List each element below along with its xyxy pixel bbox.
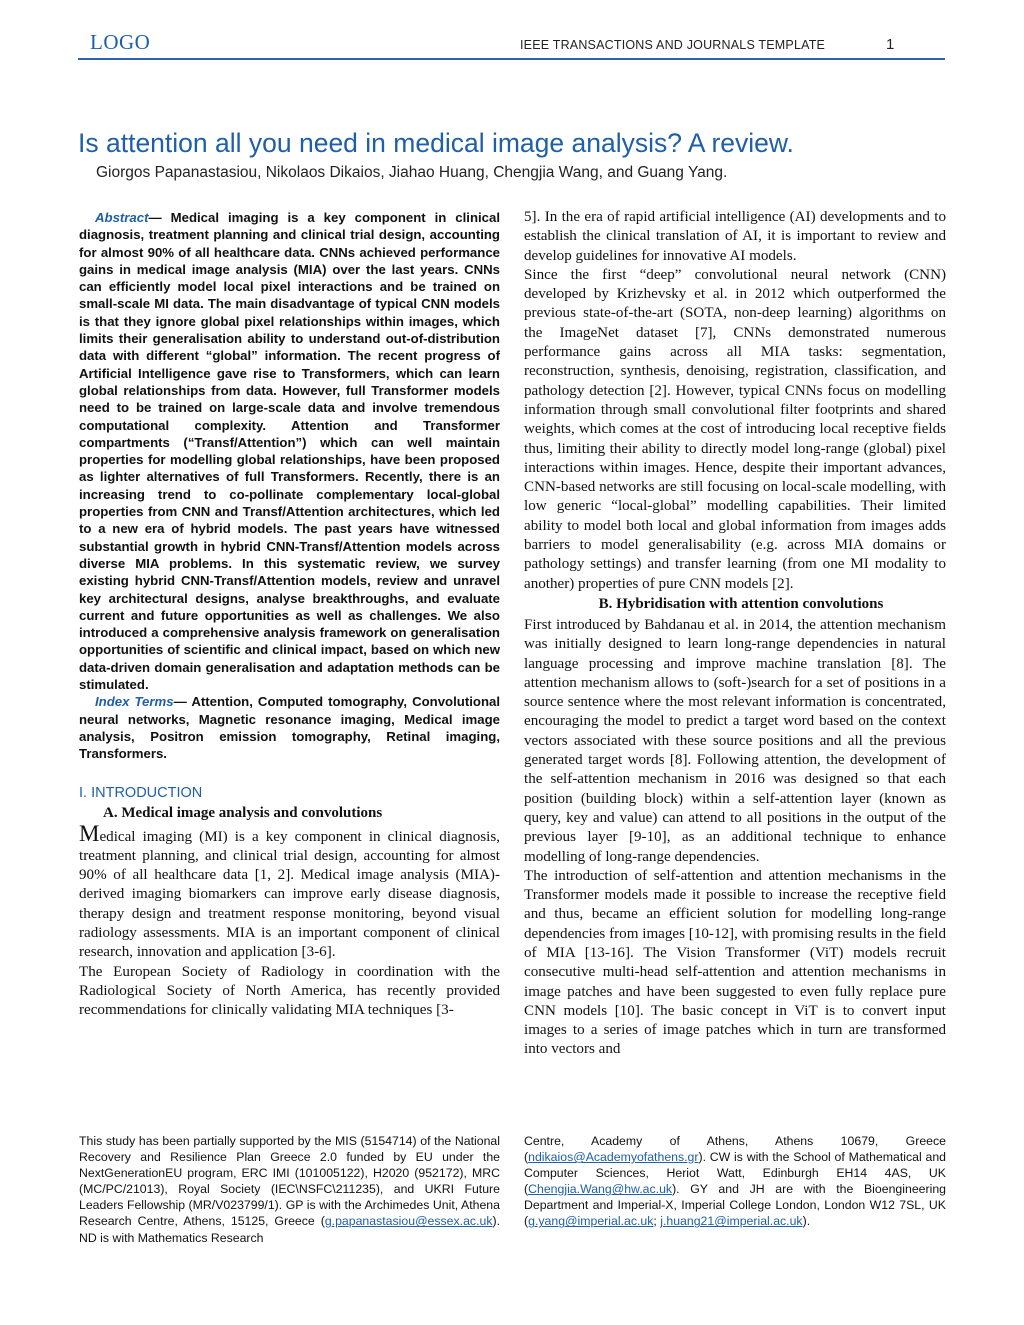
email-link-gy[interactable]: g.yang@imperial.ac.uk <box>528 1214 654 1229</box>
right-column <box>524 208 946 1060</box>
author-list: Giorgos Papanastasiou, Nikolaos Dikaios, Jiahao Huang, Chengjia Wang, and Guang Yang. <box>96 164 728 181</box>
right-paragraph-1: 5]. In the era of rapid artificial intelligence (AI) developments and to establish the clinical translation of AI, it is important to review and develop guidelines for innovative AI models. <box>524 209 946 264</box>
abstract-label: Abstract <box>95 210 149 225</box>
right-paragraph-2: Since the first “deep” convolutional neural network (CNN) developed by Krizhevsky et al. in 2012 which outperformed the previous state-of-the-art (SOTA, non-deep learning) algorithms on the ImageNet dataset [7], CNNs demonstrated numerous performance gains across all MIA tasks: segmentation, reconstruction, synthesis, denoising, registration, classification, and pathology detection [2]. However, typical CNNs focus on modelling information through small convolutional filter footprints and shared weights, which comes at the cost of introducing local receptive fields thus, limiting their ability to directly model long-range (global) pixel interactions within images. Hence, despite their important advances, CNN-based networks are still focusing on local-scale modelling, with low generic “local-global” modelling capabilities. Their limited ability to model both local and global information from images adds barriers to model generalisability (e.g. across MIA domains or pathology settings) and transfer learning (from one MI modality to another) properties of pure CNN models [2]. <box>524 266 946 592</box>
subsection-heading-b: B. Hybridisation with attention convolutions <box>598 595 884 612</box>
footnote-right-a: Centre, Academy of Athens, Athens 10679, Greece ( <box>524 1134 946 1165</box>
intro-paragraph-1 <box>79 820 500 963</box>
email-link-nd[interactable]: ndikaios@Academyofathens.gr <box>528 1150 699 1165</box>
email-link-jh[interactable]: j.huang21@imperial.ac.uk <box>660 1214 803 1229</box>
intro-paragraph-1-text: edical imaging (MI) is a key component in clinical diagnosis, treatment planning, and clinical trial design, accounting for almost 90% of all healthcare data [1, 2]. Medical image analysis (MIA)-derived imaging biomarkers can improve early disease diagnosis, therapy design and treatment response monitoring, beyond visual radiology assessments. MIA is an important component of clinical research, innovation and application [3-6]. <box>79 828 500 961</box>
subsection-heading-a: A. Medical image analysis and convolutions <box>103 804 383 821</box>
footnote-right-c: ). GY and JH are with the Bioengineering Department and Imperial-X, Imperial College London, London W12 7SL, UK ( <box>524 1182 946 1229</box>
right-paragraph-4: The introduction of self-attention and attention mechanisms in the Transformer models made it possible to increase the receptive field and thus, became an efficient solution for modelling long-range dependencies from images [10-12], with promising results in the field of MIA [13-16]. The Vision Transformer (ViT) models recruit consecutive multi-head self-attention and attention mechanisms in image patches and have been suggested to even fully replace pure CNN models [10]. The basic concept in ViT is to convert input images to a series of image patches which in turn are transformed into vectors and <box>524 867 946 1058</box>
email-link-gp[interactable]: g.papanastasiou@essex.ac.uk <box>324 1214 493 1229</box>
index-terms-text: — Attention, Computed tomography, Convolutional neural networks, Magnetic resonance imaging, Medical image analysis, Positron emission tomography, Retinal imaging, Transformers. <box>79 694 500 762</box>
footnote-right-d: ). <box>802 1214 811 1229</box>
footnote-right <box>524 1133 946 1230</box>
abstract-text: — Medical imaging is a key component in clinical diagnosis, treatment planning and clinical trial design, accounting for almost 90% of all healthcare data. CNNs achieved performance gains in medical image analysis (MIA) over the last years. CNNs can efficiently model local pixel interactions and be trained on small-scale MI data. The main disadvantage of typical CNN models is that they ignore global pixel relationships within images, which limits their generalisation ability to understand out-of-distribution data with different “global” information. The recent progress of Artificial Intelligence gave rise to Transformers, which can learn global relationships from data. However, full Transformer models need to be trained on large-scale data and involve tremendous computational complexity. Attention and Transformer compartments (“Transf/Attention”) which can well maintain properties for modelling global relationships, have been proposed as lighter alternatives of full Transformers. Recently, there is an increasing trend to co-pollinate complementary local-global properties from CNN and Transf/Attention architectures, which led to a new era of hybrid models. The past years have witnessed substantial growth in hybrid CNN-Transf/Attention models across diverse MIA problems. In this systematic review, we survey existing hybrid CNN-Transf/Attention models, review and unravel key architectural designs, analyse breakthroughs, and evaluate current and future opportunities as well as challenges. We also introduced a comprehensive analysis framework on generalisation opportunities of scientific and clinical impact, based on which new data-driven domain generalisation and adaptation methods can be stimulated. <box>79 210 500 693</box>
footnote-separator: ; <box>653 1214 661 1229</box>
paper-title: Is attention all you need in medical image analysis? A review. <box>78 128 794 158</box>
right-paragraph-3: First introduced by Bahdanau et al. in 2014, the attention mechanism was initially designed to learn long-range dependencies in natural language processing and improve machine translation [8]. The attention mechanism allows to (soft-)search for a set of positions in a source sentence where the most relevant information is concentrated, encouraging the model to predict a target word based on the context vectors associated with these source positions and all the previous generated target words [8]. Following attention, the development of the self-attention mechanism in 2016 was designed so that each position (building block) within a self-attention layer (known as query, key and value) can attend to all positions in the output of the previous layer [9-10], as an additional technique to enhance modelling of long-range dependencies. <box>524 616 946 865</box>
page-number: 1 <box>886 36 895 53</box>
section-heading-introduction: I. INTRODUCTION <box>79 784 203 801</box>
footnote-left <box>79 1133 500 1246</box>
header-rule <box>78 58 945 60</box>
email-link-cw[interactable]: Chengjia.Wang@hw.ac.uk <box>528 1182 673 1197</box>
footnote-right-b: ). CW is with the School of Mathematical and Computer Sciences, Heriot Watt, Edinburgh EH14 4AS, UK ( <box>524 1150 946 1197</box>
index-terms <box>79 693 500 762</box>
left-column <box>79 209 500 1020</box>
index-terms-label: Index Terms <box>95 694 174 710</box>
footnote-left-tail: ). ND is with Mathematics Research <box>79 1214 500 1245</box>
footnote-left-text: This study has been partially supported by the MIS (5154714) of the National Recovery and Resilience Plan Greece 2.0 funded by EU under the NextGenerationEU program, ERC IMI (101005122), H2020 (952172), MRC (MC/PC/21013), Royal Society (IEC\NSFC\211235), and UKRI Future Leaders Fellowship (MR/V023799/1). GP is with the Archimedes Unit, Athena Research Centre, Athens, 15125, Greece ( <box>79 1134 500 1229</box>
drop-cap: M <box>79 820 100 846</box>
logo: LOGO <box>90 30 151 54</box>
intro-paragraph-2: The European Society of Radiology in coordination with the Radiological Society of North America, has recently provided recommendations for clinically validating MIA techniques [3- <box>79 963 500 1019</box>
running-head: IEEE TRANSACTIONS AND JOURNALS TEMPLATE <box>520 38 826 52</box>
abstract <box>79 209 500 693</box>
